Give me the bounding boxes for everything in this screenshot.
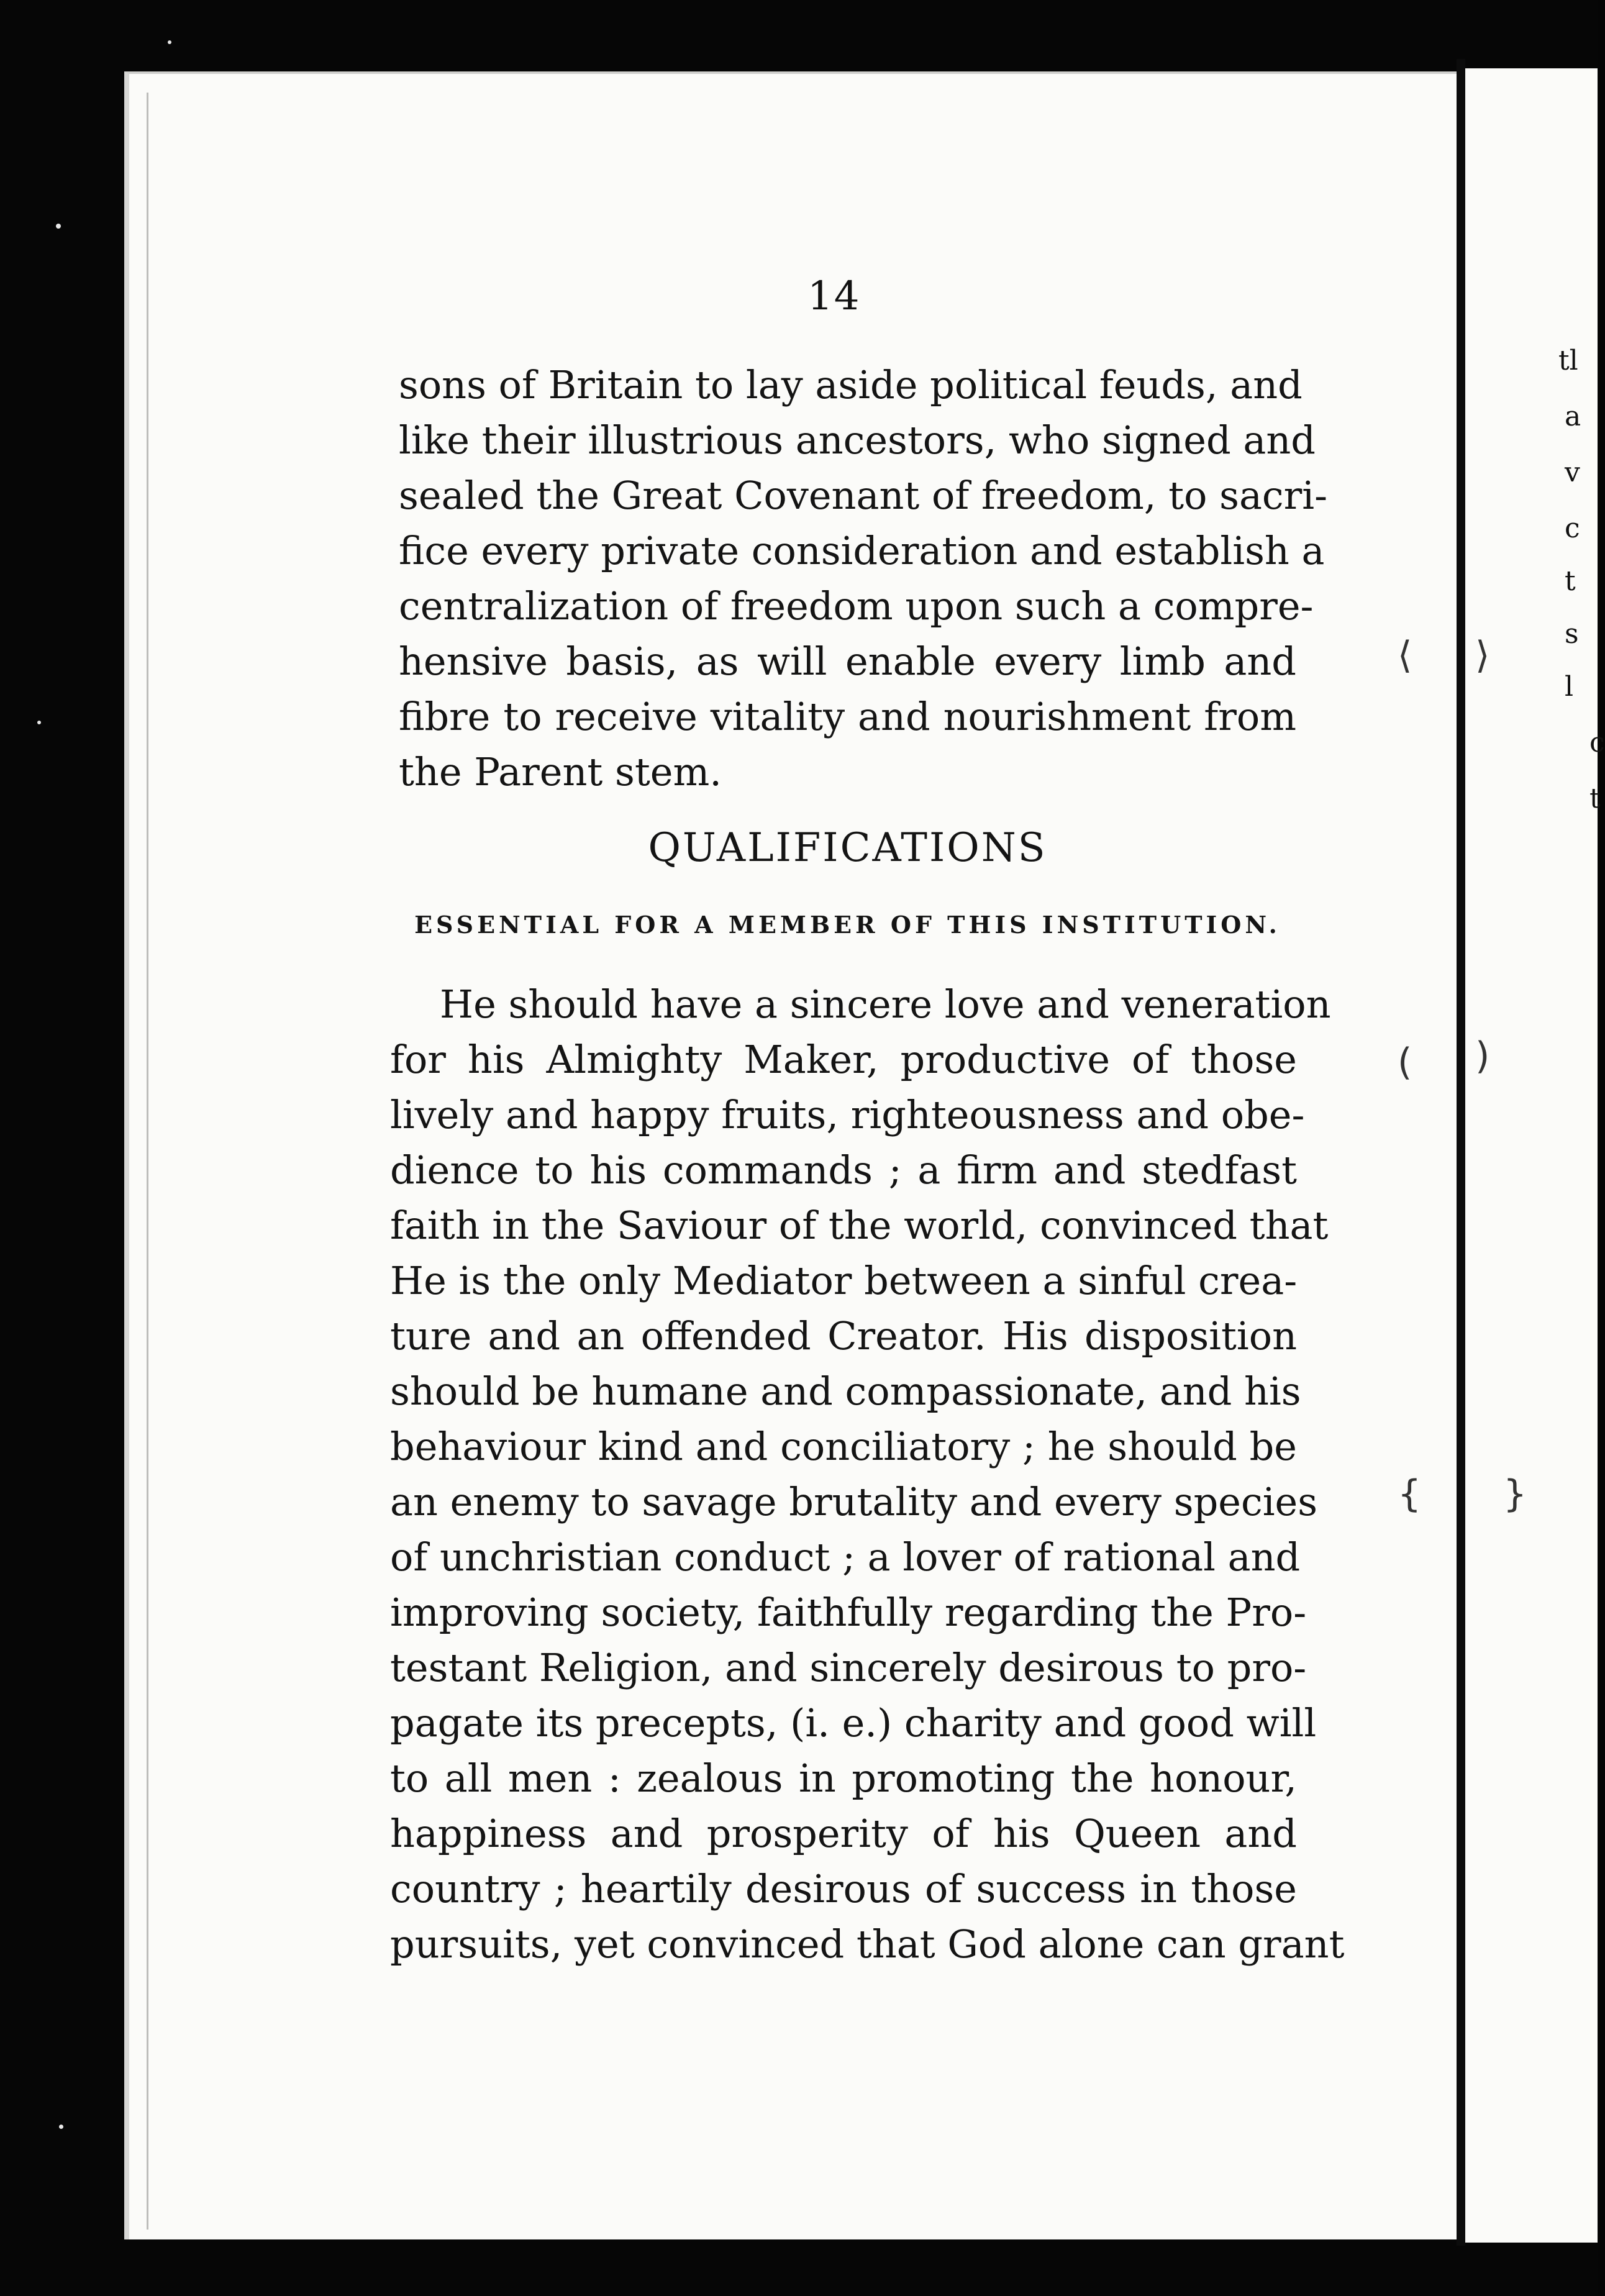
text-line: sealed the Great Covenant of freedom, to sacri- (399, 473, 1328, 518)
scan-dust-speck (56, 224, 61, 229)
margin-bracket-mark: { (1398, 1472, 1422, 1516)
section-heading: QUALIFICATIONS (648, 825, 1047, 871)
text-line: fibre to receive vitality and nourishment from (399, 694, 1296, 739)
text-line: should be humane and compassionate, and his (390, 1369, 1301, 1414)
facing-page-edge (1465, 68, 1605, 2243)
page-number: 14 (807, 273, 861, 319)
text-line: He is the only Mediator between a sinful crea- (390, 1258, 1298, 1303)
text-line: the Parent stem. (399, 749, 722, 795)
facing-page-fragment: t (1565, 565, 1576, 597)
text-line: improving society, faithfully regarding the Pro- (390, 1590, 1307, 1635)
page-edge-shadow (147, 93, 148, 2230)
text-line: lively and happy fruits, righteousness and obe- (390, 1092, 1305, 1137)
text-line: centralization of freedom upon such a compre- (399, 583, 1314, 629)
text-line: sons of Britain to lay aside political feuds, and (399, 362, 1303, 408)
margin-bracket-mark: } (1503, 1472, 1527, 1516)
scan-dust-speck (37, 721, 41, 724)
facing-page-fragment: tl (1558, 345, 1578, 376)
body-paragraph (399, 357, 1328, 800)
text-line: faith in the Saviour of the world, convinced that (390, 1203, 1329, 1248)
facing-page-fragment: a (1565, 401, 1581, 432)
text-line: of unchristian conduct ; a lover of rational and (390, 1534, 1301, 1580)
text-line: country ; heartily desirous of success in those (390, 1866, 1297, 1911)
margin-bracket-mark: ⟨ (1398, 634, 1412, 677)
facing-page-fragment: t (1589, 783, 1601, 814)
text-line: for his Almighty Maker, productive of those (390, 1037, 1297, 1082)
text-line: fice every private consideration and establish a (399, 528, 1325, 573)
margin-bracket-mark: ( (1398, 1041, 1412, 1084)
text-line: He should have a sincere love and veneration (440, 982, 1331, 1027)
margin-bracket-mark: ⟩ (1475, 634, 1490, 677)
scan-dust-speck (168, 40, 171, 44)
text-line: pagate its precepts, (i. e.) charity and good will (390, 1700, 1317, 1746)
text-line: behaviour kind and conciliatory ; he should be (390, 1424, 1297, 1469)
margin-bracket-mark: ) (1475, 1034, 1490, 1078)
text-line: pursuits, yet convinced that God alone can grant (390, 1921, 1345, 1967)
facing-page-fragment: c (1565, 512, 1580, 544)
scan-dust-speck (59, 2125, 63, 2129)
body-paragraph (390, 977, 1345, 1972)
text-line: ture and an offended Creator. His disposition (390, 1313, 1297, 1359)
section-subheading: ESSENTIAL FOR A MEMBER OF THIS INSTITUTION. (414, 911, 1281, 939)
text-line: testant Religion, and sincerely desirous to pro- (390, 1645, 1307, 1690)
text-line: to all men : zealous in promoting the honour, (390, 1756, 1297, 1801)
text-line: dience to his commands ; a firm and stedfast (390, 1147, 1297, 1193)
text-line: an enemy to savage brutality and every species (390, 1479, 1318, 1524)
text-line: like their illustrious ancestors, who signed and (399, 417, 1316, 463)
facing-page-fragment: l (1565, 671, 1574, 703)
text-line: hensive basis, as will enable every limb and (399, 639, 1296, 684)
facing-page-fragment: s (1565, 618, 1579, 650)
page-gutter (1457, 59, 1465, 2246)
facing-page-fragment: v (1565, 457, 1580, 488)
text-line: happiness and prosperity of his Queen and (390, 1811, 1297, 1856)
facing-page-fragment: c (1589, 727, 1605, 758)
